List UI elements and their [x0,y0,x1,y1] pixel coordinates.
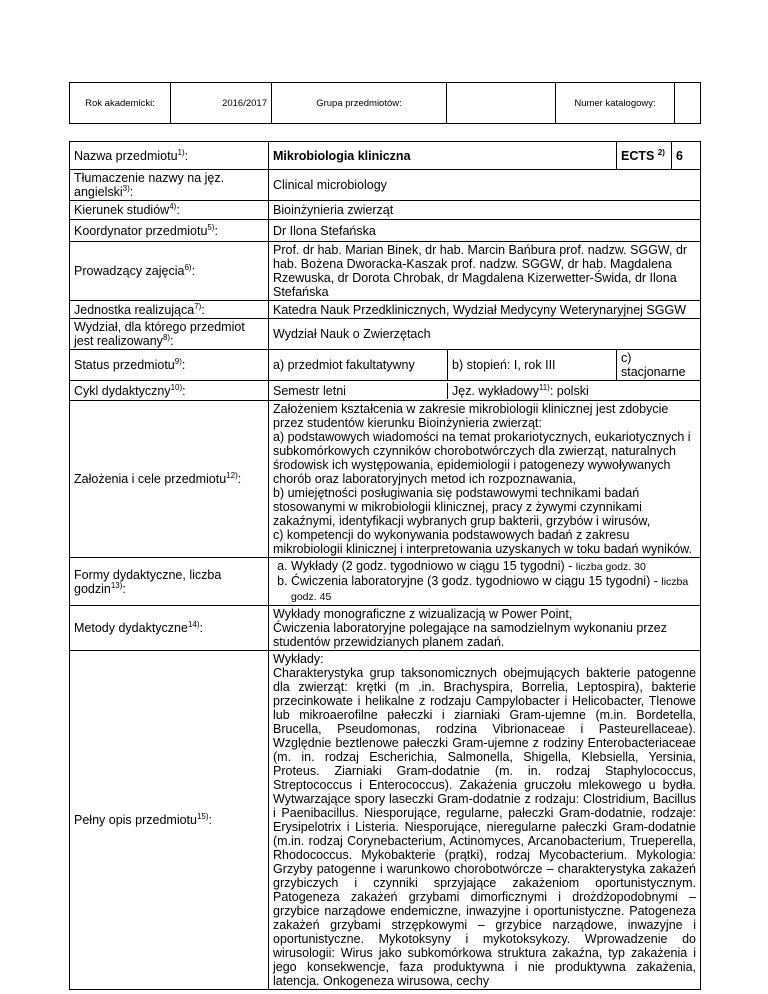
koord-label-cell: Koordynator przedmiotu$^{5)}$: [70,220,269,242]
tlum-value: Clinical microbiology [269,170,701,201]
opis-value: Charakterystyka grup taksonomicznych obejmujących bakterie patogenne dla zwierząt: krętki (m .in. Brachyspira, Borrelia, Leptospira), bakterie przecinkowate i helikalne z rodzaju Campylobacter i Helicobacter, Tlenowe lub mikroaerofilne pałeczki i ziarniaki Gram-ujemne (m.in. Bordetella, Brucella, Pseudomonas, rodzina Vibrionaceae i Pasteurellaceae). Względnie beztlenowe pałeczki Gram-ujemne z rodziny Enterobacteriaceae (m. in. rodzaj Escherichia, Salmonella, Shigella, Klebsiella, Yersinia, Proteus. Ziarniaki Gram-dodatnie (m. in. rodzaj Staphylococcus, Streptococcus i Enterococcus). Zakażenia gruczołu mlekowego u bydła. Wytwarzające spory laseczki Gram-dodatnie z rodzaju: Clostridium, Bacillus i Paenibacillus. Niesporujące, regularne, pałeczki Gram-dodatnie, rodzaje: Erysipelotrix i Listeria. Niesporujące, nieregularne pałeczki Gram-dodatnie (m.in. rodzaj Corynebacterium, Actinomyces, Arcanobacterium, Trueperella, Rhodococcus. Mykobakterie (prątki), rodzaj Mycobacterium. Mykologia: Grzyby patogenne i warunkowo chorobotwórcze – charakterystyka zakażeń grzybiczych i czynniki sprzyjające zakażeniom oportunistycznym. Patogeneza zakażeń grzybami dimorficznymi i drożdżopodobnymi – grzybice narządowe endemiczne, inwazyjne i oportunistyczne. Patogeneza zakażeń grzybami strzępkowymi – grzybice narządowe, inwazyjne i oportunistyczne. Mykotoksyny i mykotoksykozy. Wprowadzenie do wirusologii: Wirus jako subkomórkowa struktura zakaźna, typ zakażenia i jego konsekwencje, faza produktywna i nie produktywna zakażenia, latencja. Onkogeneza wirusowa, cechy [273,666,696,988]
status-a: a) przedmiot fakultatywny [269,350,448,380]
zal-label-cell: Założenia i cele przedmiotu$^{12)}$: [70,401,269,558]
status-b: b) stopień: I, rok III [448,350,617,380]
jedn-value: Katedra Nauk Przedklinicznych, Wydział Medycyny Weterynaryjnej SGGW [269,301,701,319]
nazwa-label-cell: Nazwa przedmiotu$^{1)}$: [70,142,269,170]
jedn-label-cell: Jednostka realizująca$^{7)}$: [70,301,269,319]
cykl-label-cell: Cykl dydaktyczny$^{10)}$: [70,381,269,401]
ects-value: 6 [672,142,701,170]
status-cell [269,350,701,381]
opis-label-cell: Pełny opis przedmiotu$^{15)}$: [70,651,269,990]
tlum-label-cell: Tłumaczenie nazwy na jęz. angielski$^{3)}$: [70,170,269,201]
formy-list [273,559,696,604]
cykl-value: Semestr letni [269,383,448,399]
formy-label-cell: Formy dydaktyczne, liczba godzin$^{13)}$: [70,558,269,606]
metody-value: Wykłady monograficzne z wizualizacją w Power Point, Ćwiczenia laboratoryjne polegające na samodzielnym wykonaniu przez studentów przewidzianych planem zadań. [269,606,701,651]
prow-label-cell: Prowadzący zajęcia$^{6)}$: [70,242,269,301]
ects-label-cell: ECTS $^{2)}$ [617,142,672,170]
nazwa-value: Mikrobiologia kliniczna [269,142,617,170]
numer-value [675,83,701,124]
opis-heading: Wykłady: [273,652,324,666]
opis-cell [269,651,701,990]
numer-label: Numer katalogowy: [556,83,675,124]
status-label-cell: Status przedmiotu$^{9)}$: [70,350,269,381]
prow-value: Prof. dr hab. Marian Binek, dr hab. Marcin Bańbura prof. nadzw. SGGW, dr hab. Bożena Dworacka-Kaszak prof. nadzw. SGGW, dr hab. Magdalena Rzewuska, dr Dorota Chrobak, dr Magdalena Kizerwetter-Świda, dr Ilona Stefańska [269,242,701,301]
rok-value: 2016/2017 [171,83,272,124]
metody-label-cell: Metody dydaktyczne$^{14)}$: [70,606,269,651]
syllabus-table [69,141,701,990]
wydz-label-cell: Wydział, dla którego przedmiot jest realizowany$^{8)}$: [70,319,269,350]
grupa-value [447,83,556,124]
status-c: c) stacjonarne [621,351,686,379]
cykl-cell [269,381,701,401]
kier-label-cell: Kierunek studiów$^{4)}$: [70,201,269,220]
koord-value: Dr Ilona Stefańska [269,220,701,242]
rok-label: Rok akademicki: [70,83,171,124]
formy-cell [269,558,701,606]
header-table [69,82,701,124]
grupa-label: Grupa przedmiotów: [272,83,447,124]
kier-value: Bioinżynieria zwierząt [269,201,701,220]
jez-cell: Jęz. wykładowy$^{11)}$: polski [452,382,589,398]
wydz-value: Wydział Nauk o Zwierzętach [269,319,701,350]
zal-value: Założeniem kształcenia w zakresie mikrobiologii klinicznej jest zdobycie przez studentów kierunku Bioinżynieria zwierząt: a) podstawowych wiadomości na temat prokariotycznych, eukariotycznych i subkomórkowych czynników chorobotwórczych dla zwierząt, naturalnych środowisk ich występowania, epidemiologii i patogenezy wywoływanych chorób oraz laboratoryjnych metod ich rozpoznawania, b) umiejętności posługiwania się podstawowymi technikami badań stosowanymi w mikrobiologii klinicznej, pracy z żywymi czynnikami zakaźnymi, identyfikacji wybranych grup bakterii, grzybów i wirusów, c) kompetencji do wykonywania podstawowych badań z zakresu mikrobiologii klinicznej i interpretowania uzyskanych w toku badań wyników. [269,401,701,558]
formy-a: a. Wykłady (2 godz. tygodniowo w ciągu 15 tygodni) - liczba godz. 30 [291,559,696,574]
formy-b: b. Ćwiczenia laboratoryjne (3 godz. tygodniowo w ciągu 15 tygodni) - liczba godz. 45 [291,574,696,604]
